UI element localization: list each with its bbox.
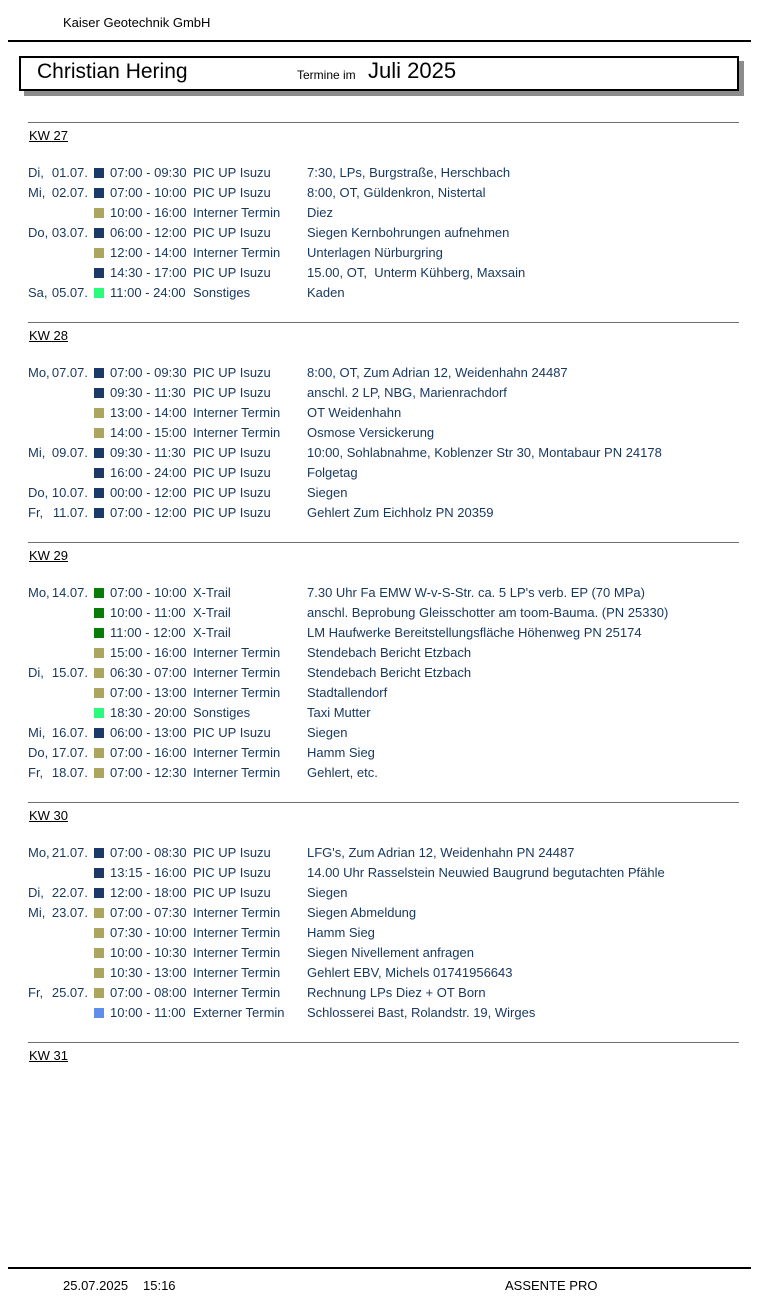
appointment-category: PIC UP Isuzu xyxy=(193,365,271,380)
category-color-icon xyxy=(94,488,104,498)
appointment-time: 10:30 - 13:00 xyxy=(110,965,187,980)
appointment-row xyxy=(0,463,780,483)
appointment-row xyxy=(0,763,780,783)
appointment-description: Gehlert EBV, Michels 01741956643 xyxy=(307,965,513,980)
report-month: Juli 2025 xyxy=(368,58,457,83)
appointment-description: Siegen Abmeldung xyxy=(307,905,417,920)
report-title-box xyxy=(19,56,739,91)
appointment-time: 14:30 - 17:00 xyxy=(110,265,187,280)
appointment-time: 15:00 - 16:00 xyxy=(110,645,187,660)
appointment-category: Interner Termin xyxy=(193,645,281,660)
appointment-row xyxy=(0,943,780,963)
category-color-icon xyxy=(94,188,104,198)
appointment-time: 12:00 - 14:00 xyxy=(110,245,187,260)
category-color-icon xyxy=(94,688,104,698)
category-color-icon xyxy=(94,588,104,598)
appointment-time: 07:00 - 07:30 xyxy=(110,905,187,920)
appointment-time: 00:00 - 12:00 xyxy=(110,485,187,500)
appointment-category: Interner Termin xyxy=(193,685,281,700)
appointment-time: 11:00 - 12:00 xyxy=(110,625,186,640)
week-rows xyxy=(0,843,780,1023)
appointment-day: Do, xyxy=(28,745,49,760)
print-date: 25.07.2025 xyxy=(63,1278,129,1293)
appointment-time: 07:00 - 08:30 xyxy=(110,845,187,860)
category-color-icon xyxy=(94,248,104,258)
week-label: KW 27 xyxy=(29,128,69,143)
appointment-time: 09:30 - 11:30 xyxy=(110,445,186,460)
appointment-time: 11:00 - 24:00 xyxy=(110,285,186,300)
appointment-description: LM Haufwerke Bereitstellungsfläche Höhenweg PN 25174 xyxy=(307,625,642,640)
appointment-row xyxy=(0,683,780,703)
appointment-time: 07:00 - 09:30 xyxy=(110,165,187,180)
category-color-icon xyxy=(94,408,104,418)
appointment-date: 03.07. xyxy=(51,225,88,240)
appointment-row xyxy=(0,503,780,523)
appointment-row xyxy=(0,283,780,303)
appointment-description: Folgetag xyxy=(307,465,358,480)
appointment-description: 7:30, LPs, Burgstraße, Herschbach xyxy=(307,165,511,180)
week-section xyxy=(0,542,780,783)
appointment-category: PIC UP Isuzu xyxy=(193,725,271,740)
appointment-description: Hamm Sieg xyxy=(307,745,375,760)
appointment-time: 14:00 - 15:00 xyxy=(110,425,187,440)
appointment-category: Externer Termin xyxy=(193,1005,285,1020)
category-color-icon xyxy=(94,228,104,238)
category-color-icon xyxy=(94,608,104,618)
appointment-time: 07:00 - 12:30 xyxy=(110,765,187,780)
print-time: 15:16 xyxy=(143,1278,176,1293)
appointment-category: Interner Termin xyxy=(193,425,281,440)
week-section xyxy=(0,122,780,303)
appointment-day: Di, xyxy=(28,665,44,680)
company-name: Kaiser Geotechnik GmbH xyxy=(63,15,211,30)
appointment-category: PIC UP Isuzu xyxy=(193,845,271,860)
appointment-time: 16:00 - 24:00 xyxy=(110,465,187,480)
appointment-day: Mo, xyxy=(28,365,50,380)
appointment-day: Mi, xyxy=(28,905,46,920)
appointment-row xyxy=(0,223,780,243)
appointment-description: anschl. Beprobung Gleisschotter am toom-Bauma. (PN 25330) xyxy=(307,605,669,620)
appointment-row xyxy=(0,1003,780,1023)
appointment-category: PIC UP Isuzu xyxy=(193,465,271,480)
appointment-day: Fr, xyxy=(28,985,44,1000)
appointment-description: Gehlert Zum Eichholz PN 20359 xyxy=(307,505,494,520)
appointment-category: Interner Termin xyxy=(193,245,281,260)
category-color-icon xyxy=(94,848,104,858)
appointment-description: 10:00, Sohlabnahme, Koblenzer Str 30, Montabaur PN 24178 xyxy=(307,445,662,460)
category-color-icon xyxy=(94,168,104,178)
appointment-category: Interner Termin xyxy=(193,945,281,960)
appointment-row xyxy=(0,623,780,643)
appointment-row xyxy=(0,383,780,403)
appointment-description: Siegen xyxy=(307,485,348,500)
appointment-row xyxy=(0,963,780,983)
appointment-category: PIC UP Isuzu xyxy=(193,385,271,400)
appointment-category: X-Trail xyxy=(193,605,231,620)
appointment-date: 02.07. xyxy=(51,185,88,200)
appointment-row xyxy=(0,583,780,603)
appointment-row xyxy=(0,203,780,223)
header-rule xyxy=(8,40,751,42)
appointment-description: Kaden xyxy=(307,285,345,300)
appointment-date: 18.07. xyxy=(51,765,88,780)
week-section xyxy=(0,802,780,1023)
appointment-description: Siegen Nivellement anfragen xyxy=(307,945,474,960)
appointment-description: Gehlert, etc. xyxy=(307,765,378,780)
appointment-time: 10:00 - 11:00 xyxy=(110,1005,186,1020)
appointment-category: Interner Termin xyxy=(193,205,281,220)
appointment-day: Fr, xyxy=(28,505,44,520)
category-color-icon xyxy=(94,288,104,298)
appointment-time: 06:30 - 07:00 xyxy=(110,665,187,680)
appointment-category: Interner Termin xyxy=(193,925,281,940)
appointment-description: Rechnung LPs Diez + OT Born xyxy=(307,985,486,1000)
appointment-time: 07:00 - 12:00 xyxy=(110,505,187,520)
appointment-date: 11.07. xyxy=(52,505,88,520)
appointment-time: 18:30 - 20:00 xyxy=(110,705,187,720)
week-label: KW 31 xyxy=(29,1048,69,1063)
appointment-row xyxy=(0,263,780,283)
appointment-category: Interner Termin xyxy=(193,405,281,420)
category-color-icon xyxy=(94,948,104,958)
appointment-time: 13:15 - 16:00 xyxy=(110,865,187,880)
appointment-category: Sonstiges xyxy=(193,285,251,300)
appointment-row xyxy=(0,983,780,1003)
appointment-row xyxy=(0,703,780,723)
appointment-row xyxy=(0,483,780,503)
appointment-time: 10:00 - 10:30 xyxy=(110,945,187,960)
category-color-icon xyxy=(94,868,104,878)
week-divider xyxy=(28,802,739,803)
category-color-icon xyxy=(94,388,104,398)
week-divider xyxy=(28,322,739,323)
appointment-date: 14.07. xyxy=(51,585,88,600)
appointment-row xyxy=(0,843,780,863)
appointment-date: 16.07. xyxy=(51,725,88,740)
category-color-icon xyxy=(94,968,104,978)
appointment-description: Hamm Sieg xyxy=(307,925,375,940)
appointment-row xyxy=(0,663,780,683)
appointment-category: PIC UP Isuzu xyxy=(193,185,271,200)
report-subtitle-prefix: Termine im xyxy=(297,68,356,82)
weeks-container xyxy=(0,122,780,1083)
appointment-description: Stendebach Bericht Etzbach xyxy=(307,665,472,680)
appointment-description: Schlosserei Bast, Rolandstr. 19, Wirges xyxy=(307,1005,536,1020)
appointment-date: 05.07. xyxy=(51,285,88,300)
category-color-icon xyxy=(94,428,104,438)
appointment-row xyxy=(0,403,780,423)
appointment-row xyxy=(0,883,780,903)
week-section xyxy=(0,1042,780,1063)
category-color-icon xyxy=(94,268,104,278)
appointment-time: 06:00 - 12:00 xyxy=(110,225,187,240)
appointment-description: 8:00, OT, Zum Adrian 12, Weidenhahn 24487 xyxy=(307,365,568,380)
appointment-date: 15.07. xyxy=(51,665,88,680)
week-section xyxy=(0,322,780,523)
appointment-date: 21.07. xyxy=(51,845,88,860)
appointment-description: Taxi Mutter xyxy=(307,705,371,720)
appointment-time: 07:00 - 10:00 xyxy=(110,585,187,600)
appointment-day: Mi, xyxy=(28,445,46,460)
category-color-icon xyxy=(94,448,104,458)
appointment-category: Sonstiges xyxy=(193,705,251,720)
appointment-description: Siegen xyxy=(307,885,348,900)
appointment-date: 23.07. xyxy=(51,905,88,920)
category-color-icon xyxy=(94,988,104,998)
appointment-date: 25.07. xyxy=(51,985,88,1000)
appointment-category: X-Trail xyxy=(193,625,231,640)
appointment-description: Stadtallendorf xyxy=(307,685,388,700)
appointment-date: 07.07. xyxy=(51,365,88,380)
appointment-date: 10.07. xyxy=(51,485,88,500)
appointment-day: Do, xyxy=(28,225,49,240)
appointment-row xyxy=(0,423,780,443)
category-color-icon xyxy=(94,1008,104,1018)
week-label: KW 28 xyxy=(29,328,69,343)
category-color-icon xyxy=(94,508,104,518)
appointment-time: 07:00 - 16:00 xyxy=(110,745,187,760)
appointment-time: 07:00 - 08:00 xyxy=(110,985,187,1000)
appointment-row xyxy=(0,163,780,183)
appointment-day: Mo, xyxy=(28,845,50,860)
appointment-description: 7.30 Uhr Fa EMW W-v-S-Str. ca. 5 LP's verb. EP (70 MPa) xyxy=(307,585,645,600)
appointment-category: Interner Termin xyxy=(193,905,281,920)
appointment-day: Mi, xyxy=(28,185,46,200)
appointment-time: 07:00 - 09:30 xyxy=(110,365,187,380)
appointment-row xyxy=(0,863,780,883)
appointment-date: 22.07. xyxy=(51,885,88,900)
appointment-day: Sa, xyxy=(28,285,48,300)
category-color-icon xyxy=(94,668,104,678)
category-color-icon xyxy=(94,728,104,738)
appointment-row xyxy=(0,243,780,263)
week-rows xyxy=(0,163,780,303)
appointment-description: Stendebach Bericht Etzbach xyxy=(307,645,472,660)
appointment-category: PIC UP Isuzu xyxy=(193,265,271,280)
appointment-category: Interner Termin xyxy=(193,765,281,780)
appointment-category: PIC UP Isuzu xyxy=(193,485,271,500)
appointment-description: Siegen xyxy=(307,725,348,740)
appointment-description: Unterlagen Nürburgring xyxy=(307,245,443,260)
appointment-category: X-Trail xyxy=(193,585,231,600)
appointment-row xyxy=(0,743,780,763)
appointment-time: 07:00 - 10:00 xyxy=(110,185,187,200)
appointment-category: Interner Termin xyxy=(193,965,281,980)
appointment-date: 01.07. xyxy=(51,165,88,180)
category-color-icon xyxy=(94,208,104,218)
appointment-row xyxy=(0,903,780,923)
week-rows xyxy=(0,363,780,523)
category-color-icon xyxy=(94,908,104,918)
appointment-time: 07:30 - 10:00 xyxy=(110,925,187,940)
appointment-description: 14.00 Uhr Rasselstein Neuwied Baugrund begutachten Pfähle xyxy=(307,865,665,880)
appointment-category: PIC UP Isuzu xyxy=(193,445,271,460)
appointment-category: PIC UP Isuzu xyxy=(193,225,271,240)
appointment-description: Siegen Kernbohrungen aufnehmen xyxy=(307,225,510,240)
appointment-date: 09.07. xyxy=(51,445,88,460)
appointment-row xyxy=(0,443,780,463)
category-color-icon xyxy=(94,748,104,758)
appointment-category: PIC UP Isuzu xyxy=(193,865,271,880)
appointment-time: 09:30 - 11:30 xyxy=(110,385,186,400)
appointment-date: 17.07. xyxy=(51,745,88,760)
appointment-day: Mi, xyxy=(28,725,46,740)
week-divider xyxy=(28,542,739,543)
appointment-description: anschl. 2 LP, NBG, Marienrachdorf xyxy=(307,385,507,400)
person-name: Christian Hering xyxy=(37,60,188,83)
appointment-description: OT Weidenhahn xyxy=(307,405,402,420)
appointment-row xyxy=(0,723,780,743)
appointment-time: 07:00 - 13:00 xyxy=(110,685,187,700)
appointment-description: LFG's, Zum Adrian 12, Weidenhahn PN 24487 xyxy=(307,845,575,860)
appointment-row xyxy=(0,923,780,943)
appointment-time: 06:00 - 13:00 xyxy=(110,725,187,740)
appointment-day: Mo, xyxy=(28,585,50,600)
week-label: KW 29 xyxy=(29,548,69,563)
appointment-time: 12:00 - 18:00 xyxy=(110,885,187,900)
category-color-icon xyxy=(94,468,104,478)
appointment-category: Interner Termin xyxy=(193,745,281,760)
appointment-day: Fr, xyxy=(28,765,44,780)
week-rows xyxy=(0,583,780,783)
category-color-icon xyxy=(94,648,104,658)
category-color-icon xyxy=(94,888,104,898)
appointment-description: 8:00, OT, Güldenkron, Nistertal xyxy=(307,185,486,200)
app-name: ASSENTE PRO xyxy=(505,1278,598,1293)
appointment-row xyxy=(0,183,780,203)
category-color-icon xyxy=(94,628,104,638)
appointment-row xyxy=(0,643,780,663)
appointment-category: PIC UP Isuzu xyxy=(193,505,271,520)
appointment-category: PIC UP Isuzu xyxy=(193,165,271,180)
category-color-icon xyxy=(94,928,104,938)
appointment-description: 15.00, OT, Unterm Kühberg, Maxsain xyxy=(307,265,526,280)
appointment-time: 13:00 - 14:00 xyxy=(110,405,187,420)
week-divider xyxy=(28,122,739,123)
week-divider xyxy=(28,1042,739,1043)
category-color-icon xyxy=(94,768,104,778)
category-color-icon xyxy=(94,708,104,718)
appointment-category: Interner Termin xyxy=(193,665,281,680)
appointment-time: 10:00 - 11:00 xyxy=(110,605,186,620)
footer-rule xyxy=(8,1267,751,1269)
appointment-row xyxy=(0,363,780,383)
appointment-description: Diez xyxy=(307,205,334,220)
appointment-time: 10:00 - 16:00 xyxy=(110,205,187,220)
appointment-description: Osmose Versickerung xyxy=(307,425,435,440)
appointment-day: Di, xyxy=(28,885,44,900)
appointment-day: Do, xyxy=(28,485,49,500)
appointment-day: Di, xyxy=(28,165,44,180)
appointment-category: PIC UP Isuzu xyxy=(193,885,271,900)
appointment-row xyxy=(0,603,780,623)
category-color-icon xyxy=(94,368,104,378)
appointment-category: Interner Termin xyxy=(193,985,281,1000)
week-label: KW 30 xyxy=(29,808,69,823)
